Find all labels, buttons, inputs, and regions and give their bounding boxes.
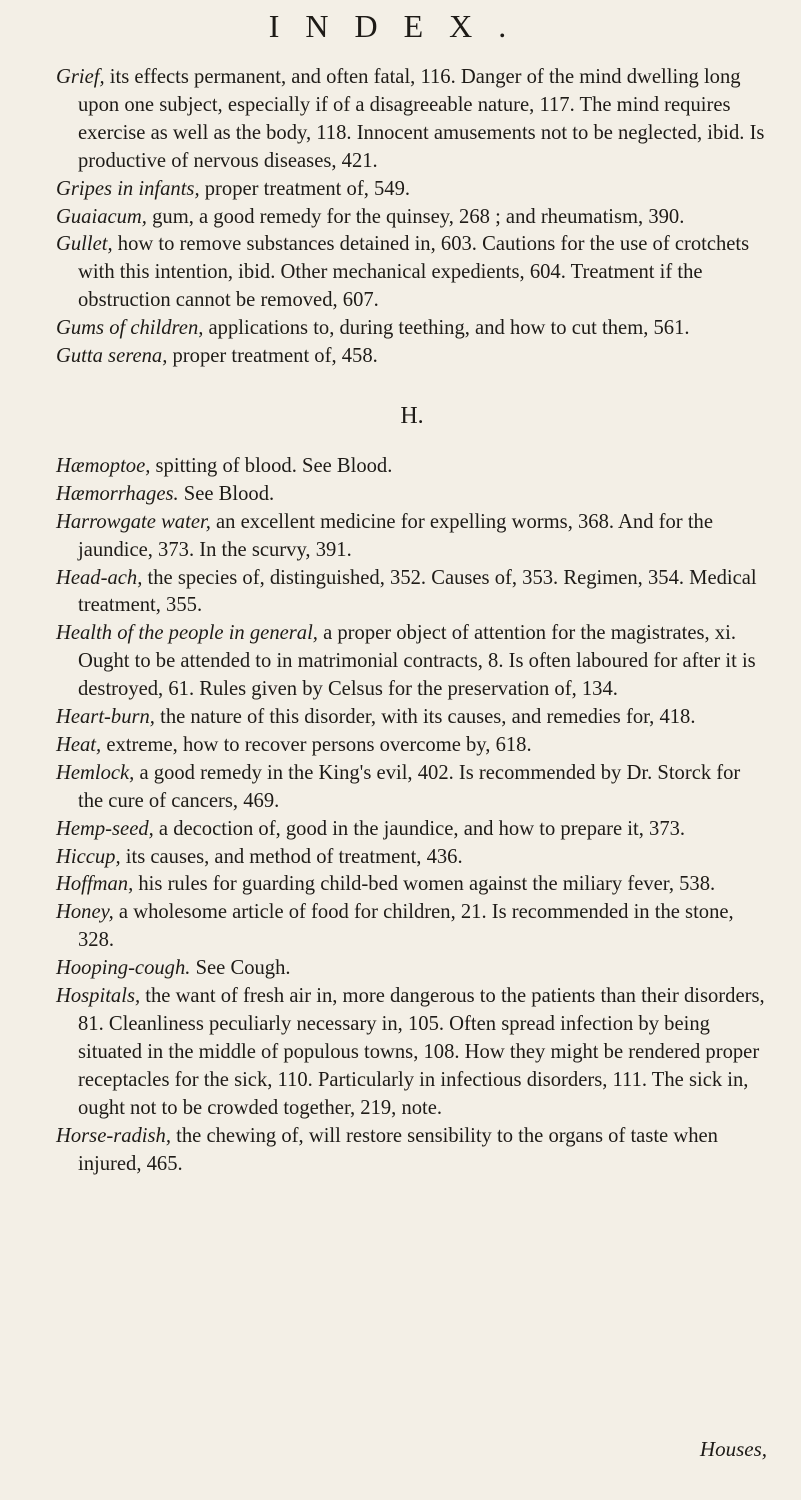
- index-entry: [56, 343, 768, 371]
- index-entry: [56, 871, 768, 899]
- entry-term: Health of the people in general,: [56, 622, 318, 645]
- entry-text: how to remove substances detained in, 603. Cautions for the use of crotchets with this intention, ibid. Other mechanical expedients, 604. Treatment if the obstruction cannot be removed, 607.: [78, 233, 750, 312]
- entry-text: a decoction of, good in the jaundice, and how to prepare it, 373.: [153, 817, 686, 840]
- index-entry: [56, 231, 768, 315]
- entry-term: Hiccup,: [56, 845, 121, 868]
- entry-text: the nature of this disorder, with its causes, and remedies for, 418.: [154, 706, 696, 729]
- index-entry: [56, 816, 768, 844]
- index-entry: [56, 176, 768, 204]
- entry-term: Hoffman,: [56, 873, 134, 896]
- entry-text: an excellent medicine for expelling worms, 368. And for the jaundice, 373. In the scurvy, 391.: [78, 510, 713, 561]
- entry-term: Grief,: [56, 66, 105, 88]
- index-entry: [56, 760, 768, 816]
- entry-term: Honey,: [56, 901, 114, 924]
- index-entry: [56, 732, 768, 760]
- entry-term: Gripes in infants,: [56, 177, 200, 200]
- entry-text: proper treatment of, 549.: [199, 177, 411, 200]
- index-entry: [56, 704, 768, 732]
- index-entry: [56, 983, 768, 1123]
- entry-text: its causes, and method of treatment, 436.: [120, 845, 463, 868]
- entry-term: Head-ach,: [56, 566, 143, 589]
- index-entry: [56, 565, 768, 621]
- entry-text: a wholesome article of food for children, 21. Is recommended in the stone, 328.: [78, 901, 734, 952]
- entry-text: its effects permanent, and often fatal, 116. Danger of the mind dwelling long upon one subject, especially if of a disagreeable nature, 117. The mind requires exercise as well as the body, 118. Innocent amusements not to be neglected, ibid. Is productive of nervous diseases, 421.: [78, 66, 765, 172]
- entry-text: gum, a good remedy for the quinsey, 268 ; and rheumatism, 390.: [146, 205, 685, 228]
- entry-term: Gutta serena,: [56, 345, 168, 368]
- index-entry: [56, 955, 768, 983]
- index-body: [56, 64, 768, 1178]
- entry-term: Hemp-seed,: [56, 817, 154, 840]
- index-entry: [56, 64, 768, 176]
- index-entry: [56, 481, 768, 509]
- entry-term: Hemlock,: [56, 761, 135, 784]
- index-entry: [56, 899, 768, 955]
- entry-text: proper treatment of, 458.: [167, 345, 378, 368]
- index-entry: [56, 453, 768, 481]
- index-entry: [56, 1123, 768, 1179]
- entry-text: the chewing of, will restore sensibility to the organs of taste when injured, 465.: [78, 1124, 718, 1175]
- entry-text: extreme, how to recover persons overcome by, 618.: [101, 733, 532, 756]
- entry-term: Harrowgate water,: [56, 510, 211, 533]
- entry-term: Heart-burn,: [56, 706, 155, 729]
- entry-term: Hooping-cough.: [56, 957, 191, 980]
- entry-text: See Cough.: [190, 957, 291, 980]
- page-header: INDEX.: [268, 8, 533, 44]
- entry-text: the want of fresh air in, more dangerous to the patients than their disorders, 81. Cleanliness peculiarly necessary in, 105. Often spread infection by being situated in the middle of populous towns, 108. How they might be rendered proper receptacles for the sick, 110. Particularly in infectious disorders, 111. The sick in, ought not to be crowded together, 219, note.: [78, 985, 765, 1119]
- entry-text: a proper object of attention for the magistrates, xi. Ought to be attended to in matrimonial contracts, 8. Is often laboured for after it is destroyed, 61. Rules given by Celsus for the preservation of, 134.: [78, 622, 756, 701]
- catchword: Houses,: [699, 1437, 767, 1461]
- entry-term: Gums of children,: [56, 317, 204, 340]
- section-letter: H.: [400, 402, 424, 429]
- entry-text: his rules for guarding child-bed women against the miliary fever, 538.: [133, 873, 716, 896]
- entry-term: Horse-radish,: [56, 1124, 171, 1147]
- entry-text: a good remedy in the King's evil, 402. Is recommended by Dr. Storck for the cure of cancers, 469.: [78, 761, 741, 812]
- entry-term: Guaiacum,: [56, 205, 147, 228]
- entry-text: applications to, during teething, and how to cut them, 561.: [203, 317, 690, 340]
- index-entry: [56, 509, 768, 565]
- entry-text: See Blood.: [178, 482, 275, 505]
- index-entry: [56, 844, 768, 872]
- index-entry: [56, 315, 768, 343]
- entry-text: the species of, distinguished, 352. Causes of, 353. Regimen, 354. Medical treatment, 355.: [78, 566, 757, 617]
- entry-term: Hæmorrhages.: [56, 482, 179, 505]
- entry-term: Hospitals,: [56, 985, 141, 1008]
- entry-text: spitting of blood. See Blood.: [150, 454, 393, 477]
- entry-term: Heat,: [56, 733, 102, 756]
- entry-term: Gullet,: [56, 233, 113, 256]
- index-entry: [56, 620, 768, 704]
- index-entry: [56, 204, 768, 232]
- entry-term: Hæmoptoe,: [56, 454, 151, 477]
